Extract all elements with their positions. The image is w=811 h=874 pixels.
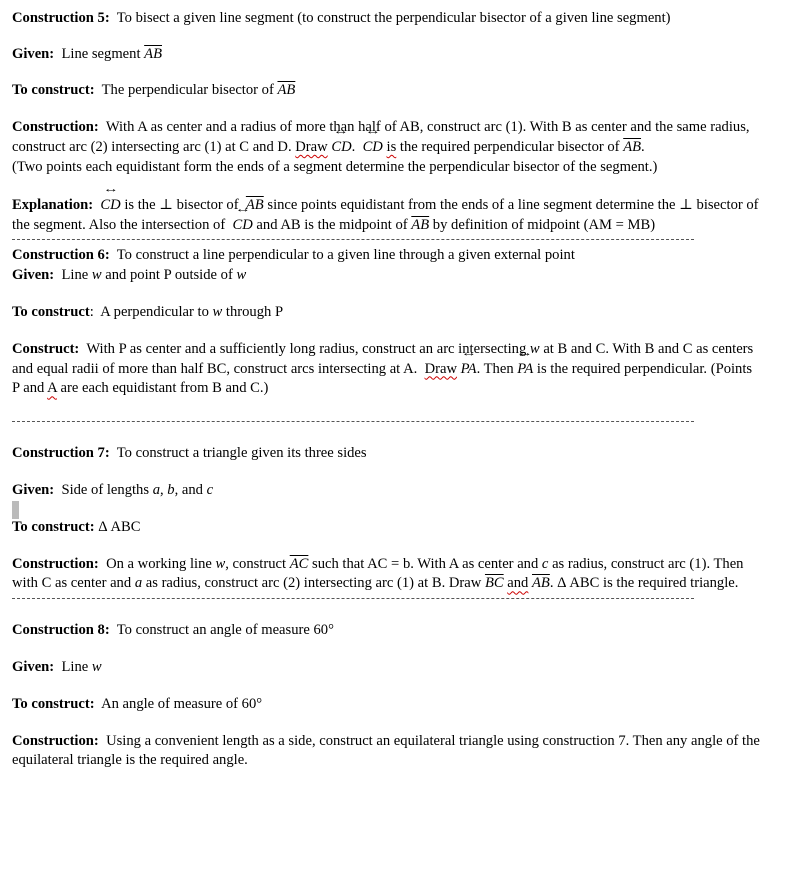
c7-segment-ac: $\overline{AC}$ — [289, 555, 309, 572]
c6-point-a: A — [47, 380, 57, 397]
c5-explanation-text-4: by definition of midpoint (AM = MB) — [432, 216, 656, 233]
c6-construct-text-4: is the required perpendicular. (Points P and — [12, 360, 753, 397]
c7-construction-text-4: as radius, construct arc (1). Then with C as center and — [12, 555, 744, 592]
c6-construct-text-5: are each equidistant from B and C.) — [60, 380, 269, 397]
c5-explanation-line-cd: ↔ CD — [100, 196, 120, 216]
c7-title-line — [12, 444, 760, 464]
c6-given-w: w — [91, 267, 102, 284]
c6-toconstruct-colon: : — [89, 303, 94, 320]
c5-toconstruct-text: The perpendicular bisector of — [101, 81, 274, 98]
c6-construct-w: w — [529, 340, 540, 357]
c5-given-line — [12, 45, 760, 65]
c8-construction-text: Using a convenient length as a side, construct an equilateral triangle using construction 7. Then any angle of the equilateral triangle is the required angle. — [12, 732, 760, 769]
c6-construct-text-1: With P as center and a sufficiently long radius, construct an arc intersecting — [86, 340, 527, 357]
c5-given-text: Line segment — [61, 45, 141, 62]
c5-explanation-text-1: is the ⊥ bisector of — [124, 196, 239, 213]
c5-explanation-line-cd-2: ↔ CD — [232, 216, 252, 236]
c6-construct-text-3: . Then — [476, 360, 514, 377]
c8-given-line — [12, 658, 760, 678]
c7-given-c: c — [206, 481, 214, 498]
divider-1 — [12, 239, 694, 240]
c6-title-line — [12, 246, 760, 266]
c5-toconstruct-segment: $\overline{AB}$ — [277, 81, 296, 98]
c5-explanation-label: Explanation: — [12, 196, 94, 213]
c6-given-label: Given: — [12, 267, 55, 284]
c7-construction-text-5: as radius, construct arc (2) intersecting arc (1) at B. Draw — [145, 575, 482, 592]
c5-explanation-text-3: and AB is the midpoint of — [256, 216, 408, 233]
c8-title: To construct an angle of measure 60° — [116, 622, 334, 639]
c7-segment-bc: $\overline{BC}$ — [484, 575, 504, 592]
c7-given-and: and — [181, 481, 203, 498]
c8-title-line — [12, 621, 760, 641]
c6-toconstruct-w: w — [212, 303, 223, 320]
c8-heading: Construction 8: — [12, 622, 110, 639]
c7-toconstruct-label: To construct: — [12, 518, 95, 535]
c7-and-word: and — [507, 575, 529, 592]
c5-dot: . — [351, 139, 356, 156]
c7-heading: Construction 7: — [12, 445, 110, 462]
c7-construction-label: Construction: — [12, 555, 99, 572]
c7-construction-text-2: , construct — [225, 555, 287, 572]
c7-given-text: Side of lengths — [61, 481, 150, 498]
c6-line-pa-2: ↔ PA — [517, 360, 533, 380]
c6-toconstruct-text-1: A perpendicular to — [100, 303, 209, 320]
c6-draw-word: Draw — [424, 360, 457, 377]
document-page — [12, 9, 760, 771]
c6-given-text-1: Line — [61, 267, 89, 284]
c6-construct-label: Construct: — [12, 340, 80, 357]
c7-toconstruct-line — [12, 518, 760, 538]
c7-construction-text-1: On a working line — [106, 555, 212, 572]
c5-explanation-text-2: since points equidistant from the ends of a line segment determine the ⊥ bisector of the segment. Also the intersection of — [12, 196, 759, 233]
c6-given-line — [12, 266, 760, 286]
c7-construction-paragraph — [12, 555, 760, 595]
c5-toconstruct-label: To construct: — [12, 81, 95, 98]
c6-construct-paragraph — [12, 340, 760, 399]
c7-construction-w: w — [215, 555, 226, 572]
c6-toconstruct-text-2: through P — [225, 303, 284, 320]
c5-explanation-segment-2: $\overline{AB}$ — [411, 216, 430, 233]
c5-given-label: Given: — [12, 45, 55, 62]
c5-title: To bisect a given line segment (to construct the perpendicular bisector of a given line segment) — [116, 10, 671, 26]
c5-construction-segment: $\overline{AB}$ — [623, 139, 642, 156]
c7-construction-text-6: . Δ ABC is the required triangle. — [549, 575, 739, 592]
c6-given-w-2: w — [236, 267, 247, 284]
c8-given-text: Line — [61, 658, 89, 675]
c5-construction-label: Construction: — [12, 119, 99, 136]
c6-toconstruct-line — [12, 303, 760, 323]
divider-2 — [12, 421, 694, 422]
divider-3 — [12, 598, 694, 599]
c5-toconstruct-line — [12, 81, 760, 101]
c5-explanation-segment: $\overline{AB}$ — [245, 196, 264, 213]
c6-toconstruct-label: To construct — [12, 303, 90, 320]
c5-given-segment: $\overline{AB}$ — [144, 45, 162, 62]
c7-given-label: Given: — [12, 481, 55, 498]
c5-is-word: is — [386, 139, 397, 156]
c6-heading: Construction 6: — [12, 247, 110, 264]
c7-given-line: Given: Side of lengths a, b, and c — [12, 481, 214, 498]
c5-explanation-paragraph — [12, 196, 760, 236]
c7-title: To construct a triangle given its three sides — [116, 445, 367, 462]
c7-toconstruct-text: Δ ABC — [98, 518, 141, 535]
c6-construct-text-2: at B and C. With B and C as centers and equal radii of more than half BC, construct arcs intersecting at A. — [12, 340, 754, 377]
c8-construction-label: Construction: — [12, 732, 99, 749]
c8-given-label: Given: — [12, 658, 55, 675]
c5-line-cd: ↔ CD — [331, 138, 351, 158]
c6-title: To construct a line perpendicular to a given line through a given external point — [116, 247, 575, 264]
c7-construction-text-3: such that AC = b. With A as center and — [312, 555, 539, 572]
c7-construction-c: c — [541, 555, 549, 572]
c8-toconstruct-text: An angle of measure of 60° — [101, 695, 263, 712]
c5-title-line — [12, 9, 760, 29]
c5-construction-text-2: the required perpendicular bisector of — [399, 139, 620, 156]
c8-toconstruct-label: To construct: — [12, 695, 95, 712]
c7-given-a: a — [152, 481, 160, 498]
c6-line-pa: ↔ PA — [461, 360, 477, 380]
c5-construction-paragraph — [12, 118, 760, 158]
c6-given-text-2: and point P outside of — [105, 267, 233, 284]
c8-given-w: w — [91, 658, 102, 675]
c5-end-dot: . — [641, 139, 645, 156]
text-cursor-marker — [12, 501, 19, 519]
c7-given-b: b — [167, 481, 175, 498]
c8-construction-paragraph — [12, 732, 760, 772]
c7-segment-ab: $\overline{AB}$ — [532, 575, 550, 592]
c8-toconstruct-line — [12, 695, 760, 715]
c5-construction-text: With A as center and a radius of more than half of AB, construct arc (1). With B as center and the same radius, construct arc (2) intersecting arc (1) at C and D. — [12, 119, 750, 156]
c7-construction-a: a — [134, 575, 143, 592]
c5-note: (Two points each equidistant form the ends of a segment determine the perpendicular bisector of the segment.) — [12, 158, 658, 175]
c5-draw-word: Draw — [295, 139, 328, 156]
c5-heading: Construction 5: — [12, 10, 110, 26]
c5-line-cd-2: ↔ CD — [363, 138, 383, 158]
